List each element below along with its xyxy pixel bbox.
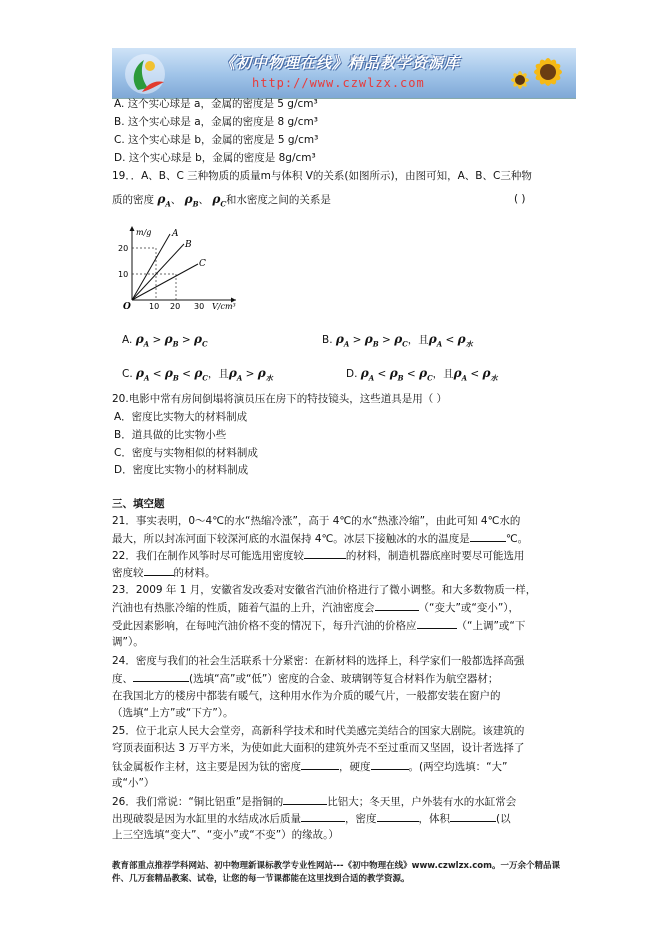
header-banner: [112, 48, 576, 99]
q25-text-c: 。(两空均选填：“大”: [408, 761, 508, 773]
y-tick-10: 10: [118, 270, 129, 279]
q21-text: 最大，所以封冻河面下较深河底的水温保持 4℃。冰层下接触冰的水的温度是: [112, 533, 470, 545]
q26-text-e: ，体积: [418, 813, 450, 825]
q19-option-c: C. $\rho_A < \rho_B < \rho_C$，且$\rho_A > \rho_水$: [122, 366, 273, 383]
q25-text-a: 钛金属板作主材，这主要是因为钛的密度: [112, 761, 301, 773]
q20-option-a: A．密度比实物大的材料制成: [114, 411, 248, 423]
q23-text-d: （“上调”或“下: [456, 620, 526, 632]
q19-option-d: D. $\rho_A < \rho_B < \rho_C$，且$\rho_A < \rho_水$: [346, 366, 498, 383]
x-tick-10: 10: [149, 302, 160, 311]
q22-line2: [112, 565, 216, 580]
q19-stem-prefix: 质的密度: [112, 194, 154, 206]
x-tick-30: 30: [194, 302, 205, 311]
page-footer: 教育部重点推荐学科网站、初中物理新课标教学专业性网站---《初中物理在线》www.czwlzx.com。一万余个精品课件、几万套精品教案、试卷，让您的每一节课都能在这里找到合适的教学资源。: [112, 861, 560, 884]
line-c-label: C: [199, 259, 206, 269]
q20-option-c: C．密度与实物相似的材料制成: [114, 447, 258, 459]
q24-line3: 在我国北方的楼房中都装有暖气，这种用水作为介质的暖气片，一般都安装在窗户的: [112, 690, 501, 702]
line-b-label: B: [185, 240, 192, 250]
q18-option-a: A. 这个实心球是 a，金属的密度是 5 g/cm³: [114, 98, 318, 110]
option-b-label: B.: [322, 334, 333, 346]
q23-blank-2[interactable]: [417, 618, 457, 629]
rho-a: $\rho_A$: [157, 192, 171, 209]
q25-line2: 穹顶表面积达 3 万平方米，为使如此大面积的建筑外壳不至过重而又坚固，设计者选择了: [112, 742, 525, 754]
q26-text-d: ，密度: [345, 813, 377, 825]
q26-text-f: (以: [496, 813, 511, 825]
q24-text-b: (选填“高”或“低”）密度的合金、玻璃钢等复合材料作为航空器材；: [189, 673, 499, 685]
q23-text-c: 受此因素影响，在每吨汽油价格不变的情况下，每升汽油的价格应: [112, 620, 417, 632]
banner-title: 《初中物理在线》精品教学资源库: [220, 54, 461, 72]
q25-line4: 或“小”）: [112, 777, 155, 789]
q26-text-c: 出现破裂是因为水缸里的水结成冰后质量: [112, 813, 301, 825]
q18-option-d: D. 这个实心球是 b，金属的密度是 8g/cm³: [114, 152, 316, 164]
q19-option-b: B. $\rho_A > \rho_B > \rho_C$，且$\rho_A < \rho_水$: [322, 332, 473, 349]
q23-blank-1[interactable]: [375, 600, 419, 611]
q22-blank-1[interactable]: [304, 548, 346, 559]
q20-option-b: B．道具做的比实物小些: [114, 429, 227, 441]
q21-unit: ℃。: [505, 533, 529, 545]
rho-b: $\rho_B$: [184, 192, 199, 209]
option-d-label: D.: [346, 368, 358, 380]
q22-text-b: 的材料，制造机器底座时要尽可能选用: [345, 550, 525, 562]
option-c-label: C.: [122, 368, 133, 380]
q26-blank-4[interactable]: [450, 811, 496, 822]
x-tick-20: 20: [170, 302, 181, 311]
option-b-and: 且: [418, 334, 429, 346]
q23-text-a: 汽油也有热胀冷缩的性质，随着气温的上升，汽油密度会: [112, 602, 375, 614]
q24-text-a: 度、: [112, 673, 133, 685]
q22-text-c: 密度较: [112, 567, 144, 579]
option-a-label: A.: [122, 334, 133, 346]
q26-blank-3[interactable]: [377, 811, 419, 822]
y-tick-20: 20: [118, 244, 129, 253]
q23-line4: 调”）。: [112, 636, 144, 648]
q25-line3: [112, 759, 507, 774]
line-a-label: A: [172, 229, 179, 239]
q19-stem-line2: 质的密度 $\rho_A$、 $\rho_B$、 $\rho_C$和水密度之间的关系是: [112, 192, 331, 209]
q23-text-b: （“变大”或“变小”），: [418, 602, 520, 614]
q20-stem: 20.电影中常有房间倒塌将演员压在房下的特技镜头，这些道具是用（ ）: [112, 393, 448, 405]
q24-line4: （选填“上方”或“下方”）。: [112, 707, 234, 719]
q26-blank-1[interactable]: [283, 794, 327, 805]
q21-blank[interactable]: [470, 531, 506, 542]
q19-option-a: A. $\rho_A > \rho_B > \rho_C$: [122, 332, 208, 349]
x-axis-label: V/cm³: [212, 302, 236, 311]
q25-blank-1[interactable]: [301, 759, 339, 770]
q23-line2: [112, 600, 519, 615]
q18-option-b: B. 这个实心球是 a，金属的密度是 8 g/cm³: [114, 116, 318, 128]
q18-option-c: C. 这个实心球是 b，金属的密度是 5 g/cm³: [114, 134, 319, 146]
q25-blank-2[interactable]: [371, 759, 409, 770]
q25-line1: 25．位于北京人民大会堂旁，高新科学技术和时代美感完美结合的国家大剧院。该建筑的: [112, 725, 525, 737]
q19-stem-suffix: 和水密度之间的关系是: [225, 194, 331, 206]
sunflower-icon: [508, 50, 572, 96]
q26-blank-2[interactable]: [301, 811, 345, 822]
q26-line2: [112, 811, 511, 826]
q23-line1: 23．2009 年 1 月，安徽省发改委对安徽省汽油价格进行了微小调整。和大多数物质一样，: [112, 584, 537, 596]
logo-icon: [120, 52, 170, 96]
q19-stem-line1: 19．．A、B、C 三种物质的质量m与体积 V的关系(如图所示)，由图可知，A、B、C三种物: [112, 170, 532, 182]
q22-line1: [112, 548, 524, 563]
q26-text-a: 26．我们常说：“铜比铝重”是指铜的: [112, 796, 284, 808]
q24-line2: [112, 671, 498, 686]
q22-text-a: 22．我们在制作风筝时尽可能选用密度较: [112, 550, 304, 562]
mass-volume-graph: [112, 222, 240, 314]
q21-line1: 21．事实表明，0～4℃的水“热缩冷涨”，高于 4℃的水“热涨冷缩”，由此可知 4℃水的: [112, 515, 521, 527]
q22-blank-2[interactable]: [144, 565, 174, 576]
q25-text-b: ，硬度: [339, 761, 371, 773]
option-d-and: 且: [443, 368, 454, 380]
q26-text-b: 比铝大；冬天里，户外装有水的水缸常会: [327, 796, 517, 808]
q19-answer-bracket: ( ): [514, 193, 526, 205]
q24-blank-1[interactable]: [133, 671, 189, 682]
option-c-and: 且: [218, 368, 229, 380]
q24-line1: 24．密度与我们的社会生活联系十分紧密：在新材料的选择上，科学家们一般都选择高强: [112, 655, 525, 667]
q21-line2: [112, 531, 528, 546]
q20-option-d: D．密度比实物小的材料制成: [114, 464, 249, 476]
banner-url[interactable]: http://www.czwlzx.com: [252, 76, 425, 90]
section-heading: 三、填空题: [112, 498, 165, 510]
q26-line1: [112, 794, 516, 809]
q26-line3: 上三空选填“变大”、“变小”或“不变”）的缘故。）: [112, 829, 339, 841]
rho-c: $\rho_C$: [212, 192, 226, 209]
q22-text-d: 的材料。: [173, 567, 216, 579]
y-axis-label: m/g: [136, 228, 152, 237]
q23-line3: [112, 618, 525, 633]
origin-label: O: [123, 302, 131, 312]
